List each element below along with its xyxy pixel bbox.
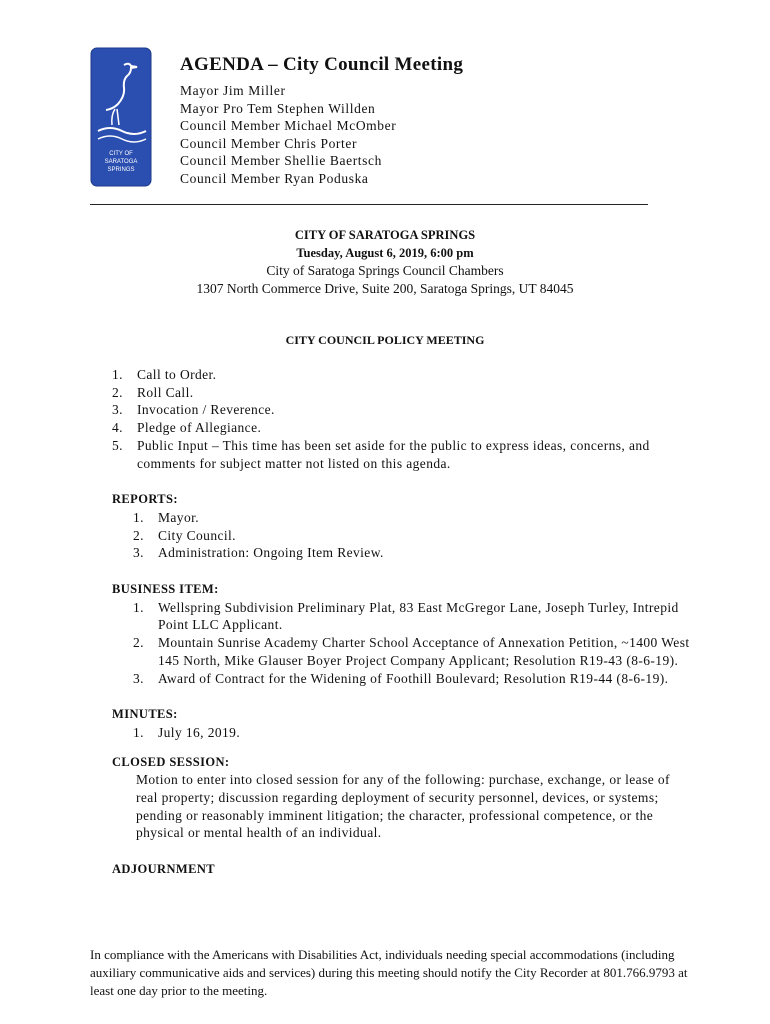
- item-number: 4.: [112, 420, 123, 436]
- minutes-heading: MINUTES:: [112, 707, 178, 722]
- list-item: [133, 599, 692, 634]
- list-item: [133, 724, 692, 742]
- council-member-list: [180, 82, 463, 187]
- city-name: CITY OF SARATOGA SPRINGS: [294, 228, 476, 242]
- member-line: Mayor Pro Tem Stephen Willden: [180, 100, 376, 116]
- business-list: [133, 599, 692, 688]
- item-number: 2.: [112, 384, 123, 400]
- item-text: Administration: Ongoing Item Review.: [158, 545, 384, 561]
- item-number: 2.: [133, 635, 144, 651]
- item-text: Wellspring Subdivision Preliminary Plat, 83 East McGregor Lane, Joseph Turley, Intrepid Point LLC Applicant.: [158, 599, 679, 633]
- item-number: 1.: [133, 509, 144, 525]
- agenda-header: [180, 54, 463, 187]
- list-item: [133, 634, 692, 669]
- item-number: 1.: [112, 367, 123, 382]
- business-heading: BUSINESS ITEM:: [112, 582, 219, 597]
- item-text: Public Input – This time has been set aside for the public to express ideas, concerns, and comments for subject matter not listed on this agenda.: [137, 437, 650, 471]
- item-text: Mayor.: [158, 509, 200, 525]
- item-number: 1.: [133, 724, 144, 740]
- meeting-location: City of Saratoga Springs Council Chambers: [266, 263, 504, 278]
- list-item: [112, 437, 692, 472]
- list-item: [133, 527, 692, 545]
- reports-list: [133, 509, 692, 562]
- member-line: Council Member Michael McOmber: [180, 118, 397, 133]
- closed-session-text: Motion to enter into closed session for any of the following: purchase, exchange, or lease of real property; discussion regarding deployment of security personnel, devices, or systems; pending or reasonably imminent litigation; the character, professional competence, or the physical or mental health of an individual.: [136, 772, 670, 841]
- reports-heading: REPORTS:: [112, 492, 178, 507]
- item-text: Roll Call.: [137, 384, 194, 400]
- meeting-address: 1307 North Commerce Drive, Suite 200, Saratoga Springs, UT 84045: [196, 281, 574, 296]
- agenda-title: AGENDA – City Council Meeting: [180, 54, 464, 75]
- list-item: [133, 544, 692, 562]
- agenda-body: [112, 366, 692, 879]
- member-line: Council Member Chris Porter: [180, 135, 358, 151]
- item-text: Call to Order.: [137, 367, 217, 382]
- list-item: [112, 384, 692, 402]
- item-number: 3.: [133, 670, 144, 686]
- item-number: 3.: [133, 545, 144, 561]
- item-number: 5.: [112, 437, 123, 453]
- item-text: Invocation / Reverence.: [137, 402, 275, 418]
- list-item: [112, 401, 692, 419]
- item-number: 2.: [133, 527, 144, 543]
- list-item: [112, 366, 692, 384]
- item-text: Mountain Sunrise Academy Charter School Acceptance of Annexation Petition, ~1400 West 145 North, Mike Glauser Boyer Project Company Applicant; Resolution R19-43 (8-6-19).: [158, 635, 690, 668]
- member-line: Council Member Shellie Baertsch: [180, 153, 382, 168]
- list-item: [133, 509, 692, 527]
- logo-text-3: SPRINGS: [107, 167, 135, 173]
- logo-text-2: SARATOGA: [104, 159, 138, 165]
- city-logo: [90, 47, 152, 187]
- item-text: City Council.: [158, 527, 236, 543]
- policy-heading: CITY COUNCIL POLICY MEETING: [285, 333, 485, 347]
- item-text: Pledge of Allegiance.: [137, 420, 262, 436]
- opening-items: [112, 366, 692, 472]
- item-number: 3.: [112, 402, 123, 418]
- list-item: [133, 670, 692, 688]
- minutes-list: [133, 724, 692, 742]
- member-line: Mayor Jim Miller: [180, 83, 286, 98]
- item-text: Award of Contract for the Widening of Foothill Boulevard; Resolution R19-44 (8-6-19).: [158, 670, 669, 686]
- item-number: 1.: [133, 599, 144, 615]
- ada-notice: In compliance with the Americans with Disabilities Act, individuals needing special accommodations (including auxiliary communicative aids and services) during this meeting should notify the City Recorder at 801.766.9793 at least one day prior to the meeting.: [90, 947, 688, 998]
- item-text: July 16, 2019.: [158, 724, 241, 740]
- adjournment-heading: ADJOURNMENT: [112, 862, 216, 877]
- list-item: [112, 419, 692, 437]
- meeting-date: Tuesday, August 6, 2019, 6:00 pm: [296, 246, 474, 260]
- closed-session-heading: CLOSED SESSION:: [112, 754, 230, 769]
- meeting-info: [0, 226, 770, 298]
- member-line: Council Member Ryan Poduska: [180, 170, 369, 186]
- divider: [90, 204, 648, 205]
- logo-text-1: CITY OF: [109, 151, 133, 157]
